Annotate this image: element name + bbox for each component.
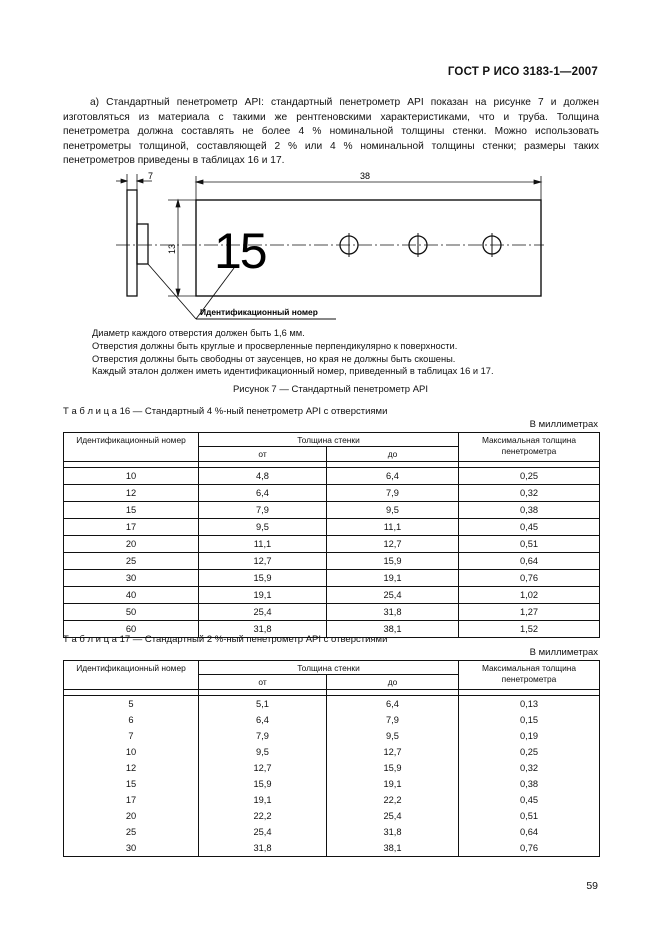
- table16: [63, 432, 600, 638]
- intro-paragraph: а) Стандартный пенетрометр API: стандартный пенетрометр API показан на рисунке 7 и должен изготовляться из материала с такими же рентгеновскими характеристиками, что и труба. Толщина пенетрометра должна составлять не более 4 % номинальной толщины стенки. Можно использовать пенетрометры толщиной, составляющей 2 % или 4 % номинальной толщины стенки; размеры таких пенетрометров приведены в таблицах 16 и 17.: [63, 97, 599, 167]
- penetrameter-drawing: [108, 168, 548, 328]
- thickness-from-cell: 12,7: [199, 553, 327, 570]
- id-cell: 10: [64, 744, 199, 760]
- max-thickness-cell: 0,51: [459, 536, 600, 553]
- table-row: [64, 485, 600, 502]
- thickness-to-cell: 15,9: [327, 760, 459, 776]
- to-column-header: до: [327, 675, 459, 690]
- thickness-to-cell: 31,8: [327, 604, 459, 621]
- id-cell: 25: [64, 553, 199, 570]
- identification-number: 15: [214, 223, 266, 279]
- table-row: [64, 536, 600, 553]
- figure-caption: Рисунок 7 — Стандартный пенетрометр API: [232, 384, 429, 395]
- max-thickness-cell: 0,19: [459, 728, 600, 744]
- max-thickness-cell: 1,02: [459, 587, 600, 604]
- thickness-from-cell: 9,5: [199, 519, 327, 536]
- id-column-header: Идентификационный номер: [64, 661, 199, 690]
- side-view-plate: [127, 190, 137, 296]
- table-row: [64, 760, 600, 776]
- max-thickness-cell: 0,76: [459, 840, 600, 857]
- max-thickness-cell: 0,51: [459, 808, 600, 824]
- table17-body: [64, 690, 600, 857]
- thickness-from-cell: 7,9: [199, 728, 327, 744]
- thickness-from-cell: 6,4: [199, 485, 327, 502]
- table-row: [64, 468, 600, 485]
- thickness-from-cell: 6,4: [199, 712, 327, 728]
- thickness-from-cell: 31,8: [199, 621, 327, 638]
- table-row: [64, 587, 600, 604]
- figure-notes: [92, 327, 494, 378]
- thickness-to-cell: 6,4: [327, 696, 459, 713]
- id-cell: 20: [64, 536, 199, 553]
- table-row: [64, 840, 600, 857]
- note-line: Отверстия должны быть круглые и просверленные перпендикулярно к поверхности.: [92, 340, 458, 351]
- id-cell: 15: [64, 502, 199, 519]
- max-thickness-cell: 0,45: [459, 519, 600, 536]
- table-row: [64, 553, 600, 570]
- id-cell: 6: [64, 712, 199, 728]
- thickness-from-cell: 5,1: [199, 696, 327, 713]
- page-number: 59: [586, 880, 598, 892]
- max-thickness-cell: 0,32: [459, 760, 600, 776]
- table17-units: В миллиметрах: [529, 647, 598, 658]
- max-thickness-column-header: Максимальная толщина пенетрометра: [459, 433, 600, 462]
- thickness-to-cell: 7,9: [327, 712, 459, 728]
- max-thickness-cell: 0,38: [459, 502, 600, 519]
- thickness-column-header: Толщина стенки: [199, 661, 459, 675]
- thickness-from-cell: 19,1: [199, 587, 327, 604]
- table-row: [64, 744, 600, 760]
- table-row: [64, 519, 600, 536]
- id-cell: 5: [64, 696, 199, 713]
- max-thickness-cell: 0,13: [459, 696, 600, 713]
- height-dimension-label: 13: [167, 243, 177, 254]
- thickness-dimension-label: 7: [148, 171, 154, 181]
- table16-units: В миллиметрах: [529, 419, 598, 430]
- table16-caption: Т а б л и ц а 16 — Стандартный 4 %-ный пенетрометр API с отверстиями: [63, 406, 388, 417]
- to-column-header: до: [327, 447, 459, 462]
- table-row: [64, 604, 600, 621]
- thickness-from-cell: 11,1: [199, 536, 327, 553]
- table-row: [64, 696, 600, 713]
- id-cell: 15: [64, 776, 199, 792]
- note-line: Отверстия должны быть свободны от заусенцев, но края не должны быть скошены.: [92, 353, 456, 364]
- max-thickness-cell: 1,52: [459, 621, 600, 638]
- id-cell: 25: [64, 824, 199, 840]
- max-thickness-cell: 0,15: [459, 712, 600, 728]
- table-row: [64, 570, 600, 587]
- id-cell: 17: [64, 792, 199, 808]
- from-column-header: от: [199, 447, 327, 462]
- table-row: [64, 808, 600, 824]
- thickness-to-cell: 9,5: [327, 502, 459, 519]
- id-cell: 60: [64, 621, 199, 638]
- thickness-to-cell: 11,1: [327, 519, 459, 536]
- id-cell: 17: [64, 519, 199, 536]
- id-cell: 30: [64, 840, 199, 857]
- thickness-to-cell: 9,5: [327, 728, 459, 744]
- thickness-from-cell: 19,1: [199, 792, 327, 808]
- id-cell: 12: [64, 485, 199, 502]
- max-thickness-column-header: Максимальная толщина пенетрометра: [459, 661, 600, 690]
- thickness-to-cell: 12,7: [327, 536, 459, 553]
- thickness-to-cell: 22,2: [327, 792, 459, 808]
- thickness-from-cell: 12,7: [199, 760, 327, 776]
- thickness-to-cell: 38,1: [327, 621, 459, 638]
- max-thickness-cell: 0,64: [459, 553, 600, 570]
- thickness-from-cell: 25,4: [199, 604, 327, 621]
- thickness-to-cell: 19,1: [327, 570, 459, 587]
- thickness-from-cell: 7,9: [199, 502, 327, 519]
- thickness-from-cell: 22,2: [199, 808, 327, 824]
- thickness-to-cell: 25,4: [327, 587, 459, 604]
- table17: [63, 660, 600, 857]
- thickness-from-cell: 9,5: [199, 744, 327, 760]
- thickness-to-cell: 7,9: [327, 485, 459, 502]
- thickness-to-cell: 38,1: [327, 840, 459, 857]
- thickness-to-cell: 15,9: [327, 553, 459, 570]
- max-thickness-cell: 0,76: [459, 570, 600, 587]
- thickness-from-cell: 4,8: [199, 468, 327, 485]
- table17-caption: Т а б л и ц а 17 — Стандартный 2 %-ный пенетрометр API с отверстиями: [63, 634, 388, 645]
- thickness-from-cell: 15,9: [199, 570, 327, 587]
- side-view-number: [137, 224, 148, 264]
- note-line: Каждый эталон должен иметь идентификационный номер, приведенный в таблицах 16 и 17.: [92, 366, 494, 377]
- thickness-to-cell: 6,4: [327, 468, 459, 485]
- id-cell: 12: [64, 760, 199, 776]
- id-column-header: Идентификационный номер: [64, 433, 199, 462]
- max-thickness-cell: 0,38: [459, 776, 600, 792]
- table-row: [64, 502, 600, 519]
- table-row: [64, 792, 600, 808]
- thickness-to-cell: 25,4: [327, 808, 459, 824]
- id-cell: 30: [64, 570, 199, 587]
- thickness-to-cell: 12,7: [327, 744, 459, 760]
- max-thickness-cell: 1,27: [459, 604, 600, 621]
- document-header: ГОСТ Р ИСО 3183-1—2007: [447, 66, 598, 78]
- max-thickness-cell: 0,64: [459, 824, 600, 840]
- length-dimension-label: 38: [360, 171, 371, 181]
- id-cell: 20: [64, 808, 199, 824]
- thickness-from-cell: 31,8: [199, 840, 327, 857]
- id-cell: 40: [64, 587, 199, 604]
- thickness-column-header: Толщина стенки: [199, 433, 459, 447]
- thickness-from-cell: 15,9: [199, 776, 327, 792]
- table-row: [64, 712, 600, 728]
- max-thickness-cell: 0,25: [459, 468, 600, 485]
- table-row: [64, 728, 600, 744]
- table-row: [64, 776, 600, 792]
- max-thickness-cell: 0,45: [459, 792, 600, 808]
- identification-number-label: Идентификационный номер: [200, 307, 318, 317]
- id-cell: 7: [64, 728, 199, 744]
- max-thickness-cell: 0,25: [459, 744, 600, 760]
- thickness-from-cell: 25,4: [199, 824, 327, 840]
- max-thickness-cell: 0,32: [459, 485, 600, 502]
- thickness-to-cell: 31,8: [327, 824, 459, 840]
- note-line: Диаметр каждого отверстия должен быть 1,6 мм.: [92, 328, 305, 338]
- thickness-to-cell: 19,1: [327, 776, 459, 792]
- table-row: [64, 824, 600, 840]
- from-column-header: от: [199, 675, 327, 690]
- table16-body: [64, 462, 600, 638]
- id-cell: 10: [64, 468, 199, 485]
- id-cell: 50: [64, 604, 199, 621]
